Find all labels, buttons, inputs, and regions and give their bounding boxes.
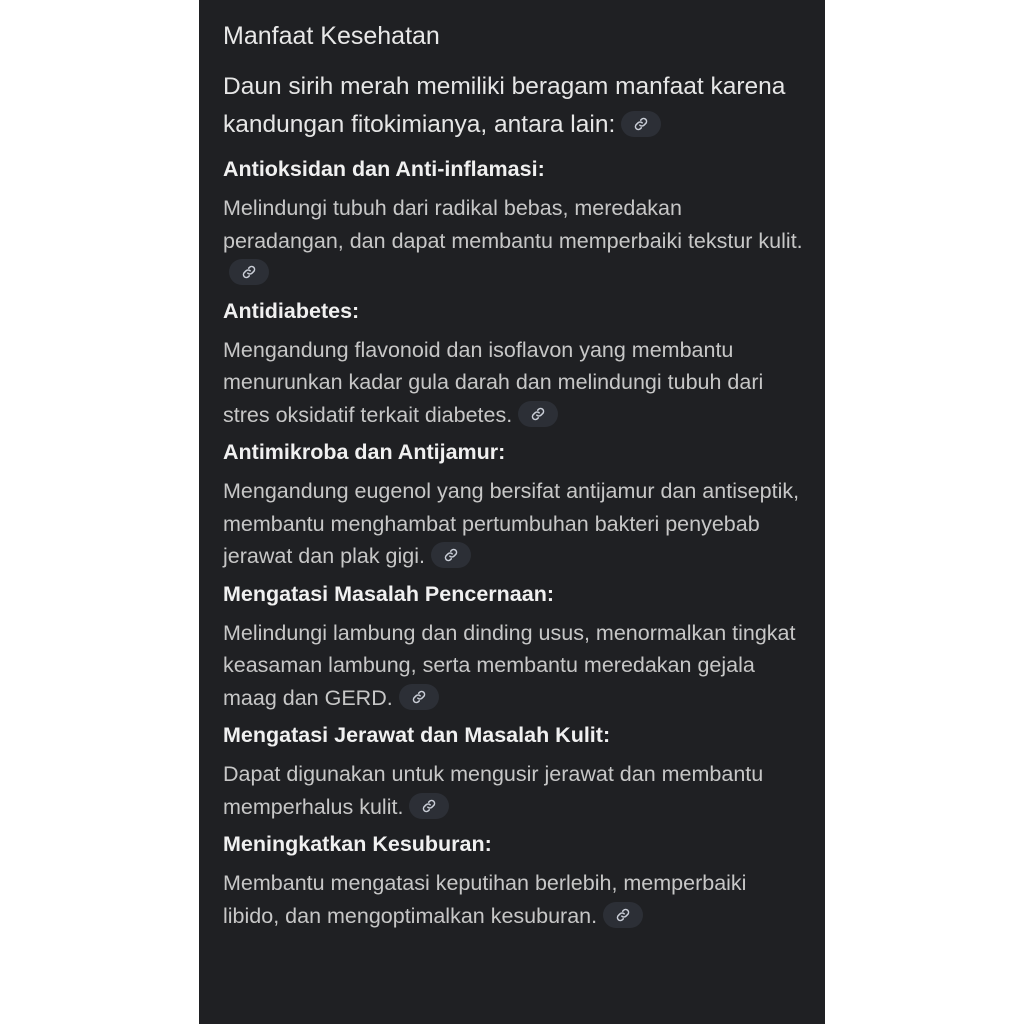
benefit-title: Mengatasi Jerawat dan Masalah Kulit: xyxy=(223,723,611,747)
benefit-text: Melindungi tubuh dari radikal bebas, meredakan peradangan, dan dapat membantu memperbaiki tekstur kulit. xyxy=(223,196,803,253)
benefit-section xyxy=(223,829,805,932)
benefit-description xyxy=(223,475,805,573)
benefit-section xyxy=(223,720,805,823)
source-link-chip[interactable] xyxy=(518,401,558,427)
benefit-title: Antioksidan dan Anti-inflamasi: xyxy=(223,157,545,181)
response-panel xyxy=(199,0,825,1024)
link-icon xyxy=(531,407,545,421)
benefit-section xyxy=(223,579,805,715)
link-icon xyxy=(412,690,426,704)
source-link-chip[interactable] xyxy=(409,793,449,819)
source-link-chip[interactable] xyxy=(603,902,643,928)
benefit-text: Dapat digunakan untuk mengusir jerawat dan membantu memperhalus kulit. xyxy=(223,762,764,819)
benefit-text: Melindungi lambung dan dinding usus, menormalkan tingkat keasaman lambung, serta membantu meredakan gejala maag dan GERD. xyxy=(223,620,796,710)
benefit-description xyxy=(223,867,805,932)
link-icon xyxy=(422,799,436,813)
source-link-chip[interactable] xyxy=(621,111,661,137)
benefit-text: Membantu mengatasi keputihan berlebih, memperbaiki libido, dan mengoptimalkan kesuburan. xyxy=(223,871,747,928)
benefit-title: Antimikroba dan Antijamur: xyxy=(223,440,506,464)
benefit-section xyxy=(223,437,805,573)
benefit-title: Antidiabetes: xyxy=(223,298,360,323)
benefit-description xyxy=(223,758,805,823)
benefit-description xyxy=(223,192,805,290)
benefit-section xyxy=(223,296,805,432)
section-heading: Manfaat Kesehatan xyxy=(223,22,440,50)
source-link-chip[interactable] xyxy=(229,259,269,285)
intro-text: Daun sirih merah memiliki beragam manfaat karena kandungan fitokimianya, antara lain: xyxy=(223,73,786,138)
source-link-chip[interactable] xyxy=(431,542,471,568)
benefit-title: Mengatasi Masalah Pencernaan: xyxy=(223,581,554,606)
benefit-text: Mengandung eugenol yang bersifat antijamur dan antiseptik, membantu menghambat pertumbuhan bakteri penyebab jerawat dan plak gigi. xyxy=(223,479,800,568)
benefit-title: Meningkatkan Kesuburan: xyxy=(223,832,492,856)
benefit-section xyxy=(223,154,805,290)
link-icon xyxy=(634,117,648,131)
intro-paragraph xyxy=(223,68,805,144)
benefit-description xyxy=(223,334,805,432)
benefit-description xyxy=(223,617,805,715)
source-link-chip[interactable] xyxy=(399,684,439,710)
link-icon xyxy=(616,908,630,922)
link-icon xyxy=(444,548,458,562)
benefit-text: Mengandung flavonoid dan isoflavon yang membantu menurunkan kadar gula darah dan melindungi tubuh dari stres oksidatif terkait diabetes. xyxy=(223,337,764,427)
link-icon xyxy=(242,265,256,279)
